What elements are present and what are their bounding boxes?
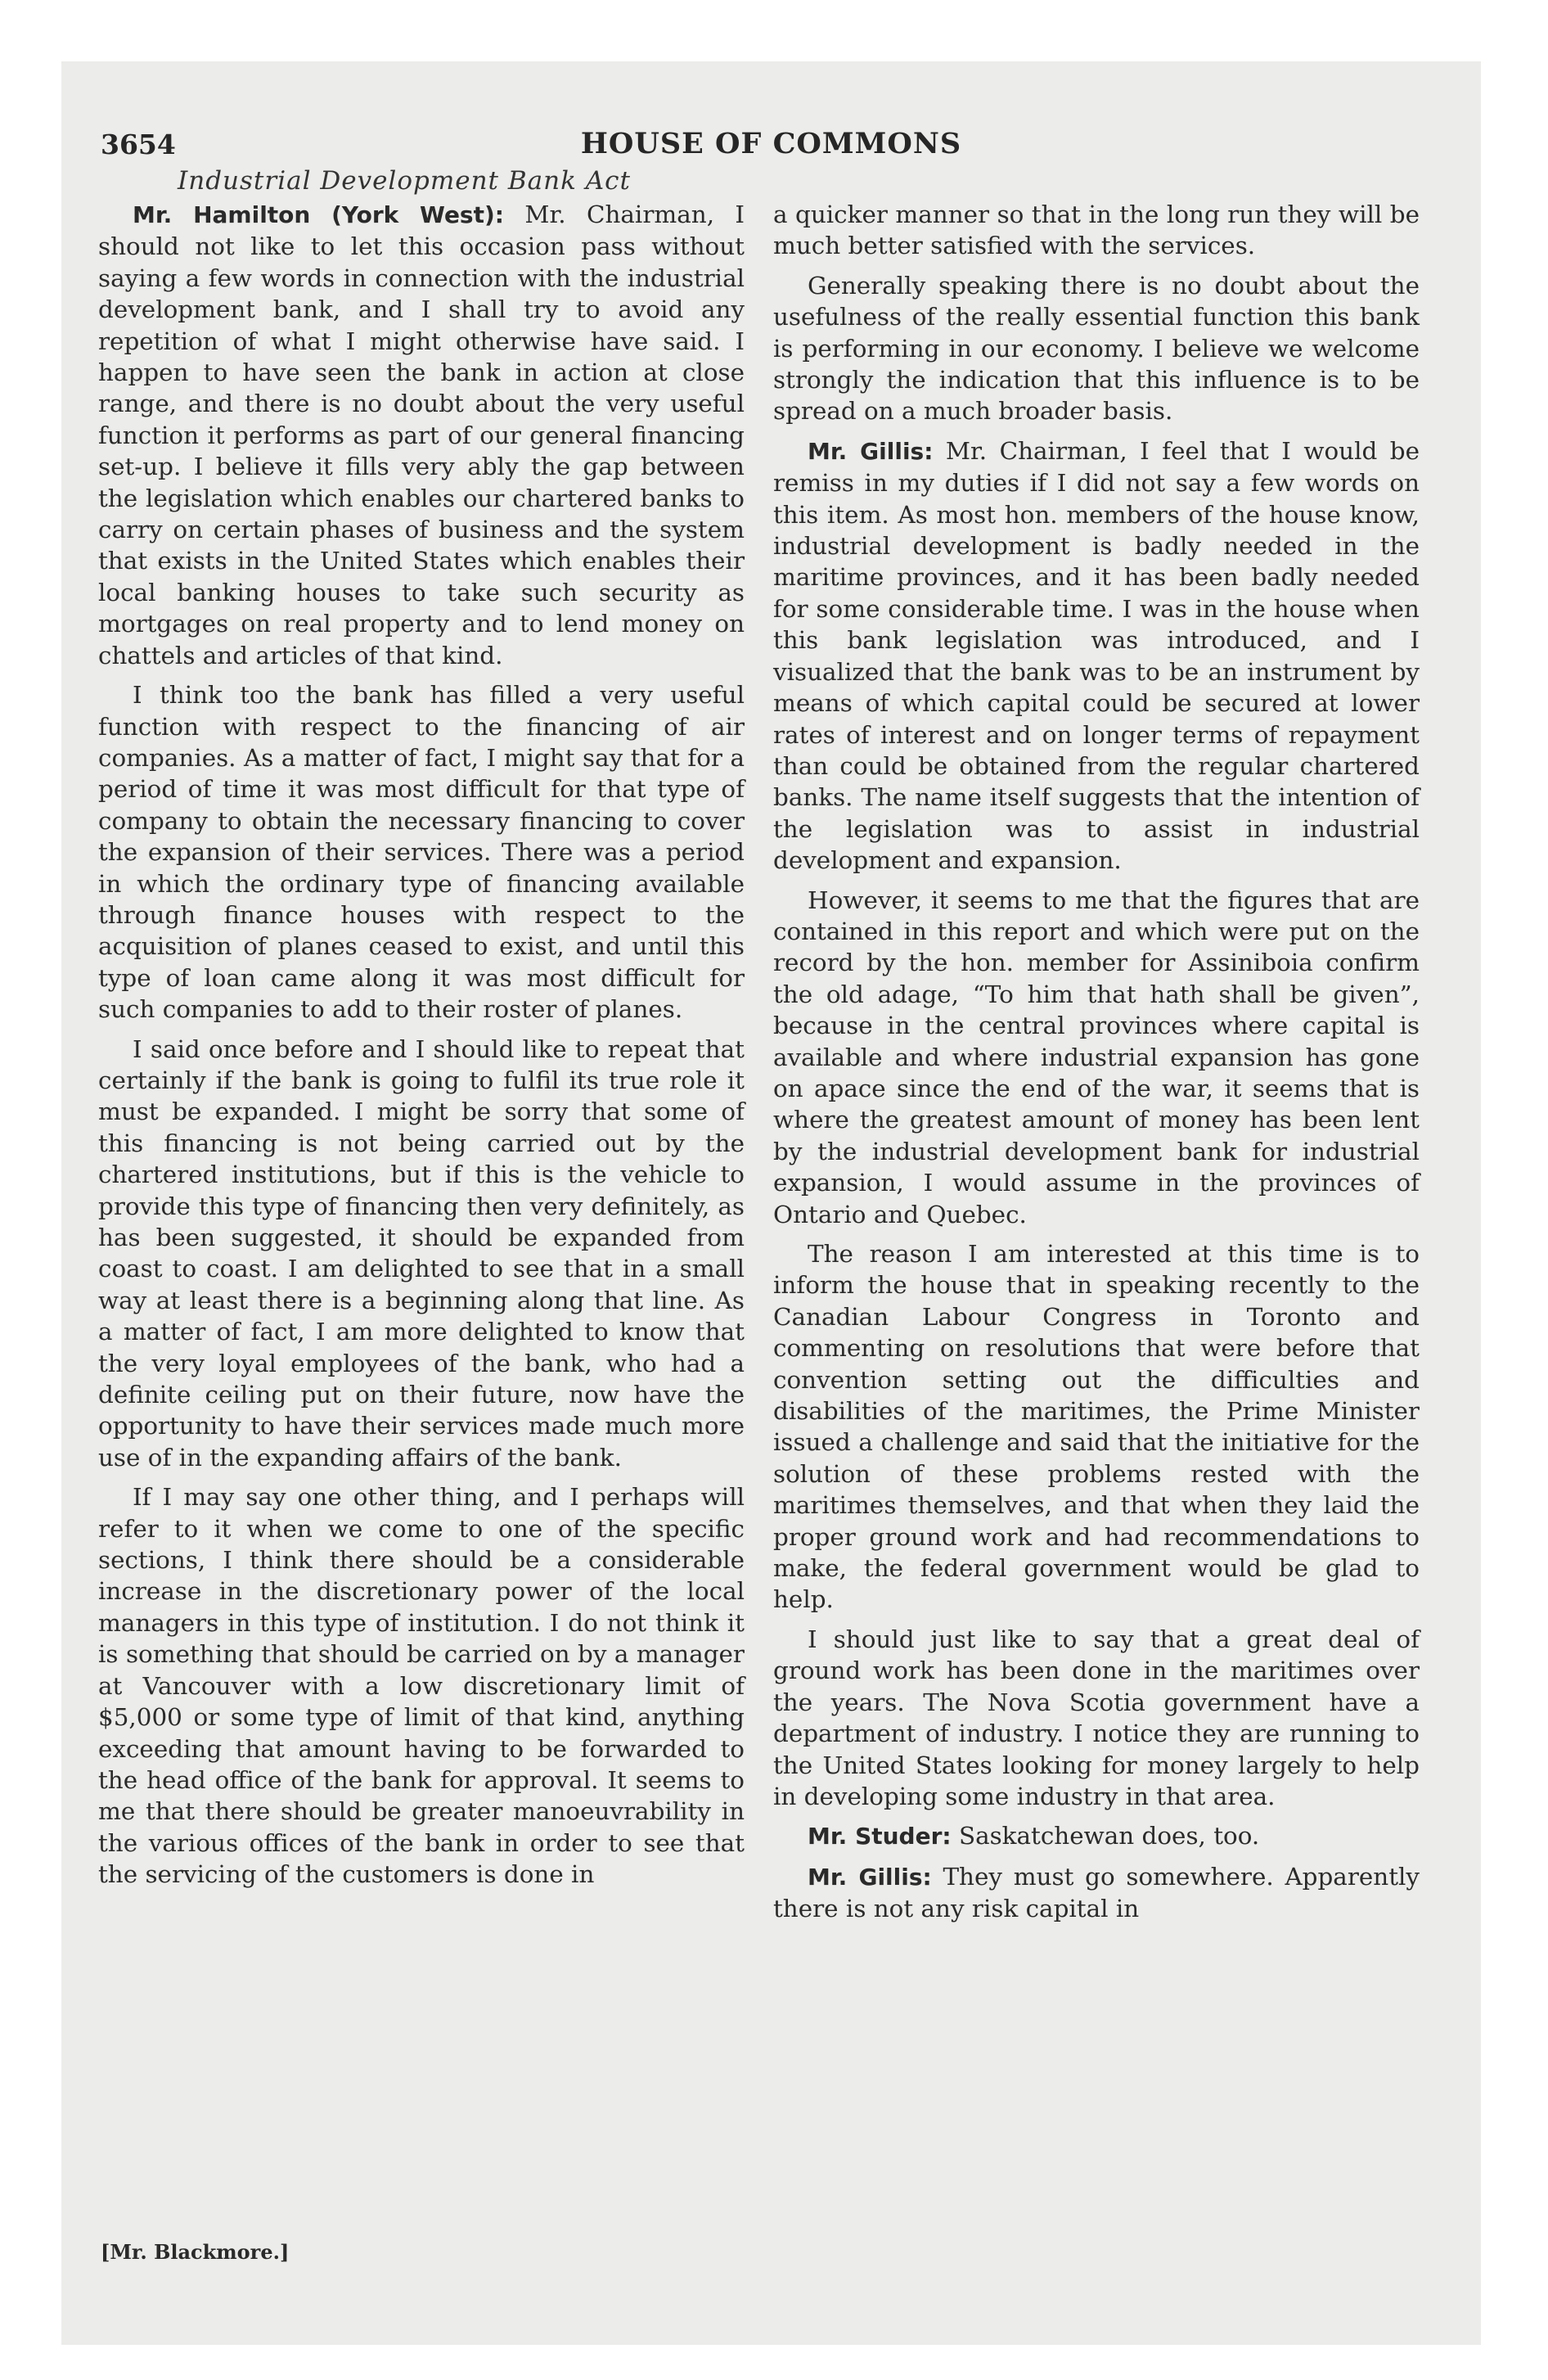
paragraph-text: Saskatchewan does, too. xyxy=(958,1822,1260,1850)
paragraph xyxy=(773,435,1420,877)
speaker-name: Mr. Studer: xyxy=(808,1823,952,1850)
paragraph xyxy=(98,679,745,1025)
paragraph-text: I think too the bank has filled a very useful function with respect to the financing of air companies. As a matter of fact, I might say that for a period of time it was most difficult for that type of company to obtain the necessary financing to cover the expansion of their services. There was a period in which the ordinary type of financing available through finance houses with respect to the acquisition of planes ceased to exist, and until this type of loan came along it was most difficult for such companies to add to their roster of planes. xyxy=(98,681,745,1024)
paragraph xyxy=(98,199,745,671)
paragraph-text: The reason I am interested at this time is to inform the house that in speaking recently to the Canadian Labour Congress in Toronto and commenting on resolutions that were before that convention setting out the difficulties and disabilities of the maritimes, the Prime Minister issued a challenge and said that the initiative for the solution of these problems rested with the maritimes themselves, and that when they laid the proper ground work and had recommendations to make, the federal government would be glad to help. xyxy=(773,1240,1420,1614)
speaker-name: Mr. Gillis: xyxy=(808,437,934,465)
document-page xyxy=(61,61,1481,2345)
paragraph xyxy=(98,1481,745,1890)
paragraph-text: Generally speaking there is no doubt about the usefulness of the really essential function this bank is performing in our economy. I believe we welcome strongly the indication that this influence is to be spread on a much broader basis. xyxy=(773,271,1420,426)
paragraph-text: Mr. Chairman, I feel that I would be remiss in my duties if I did not say a few words on this item. As most hon. members of the house know, industrial development is badly needed in the maritime provinces, and it has been badly needed for some considerable time. I was in the house when this bank legislation was introduced, and I visualized that the bank was to be an instrument by means of which capital could be secured at lower rates of interest and on longer terms of repayment than could be obtained from the regular chartered banks. The name itself suggests that the intention of the legislation was to assist in industrial development and expansion. xyxy=(773,436,1420,875)
section-title: Industrial Development Bank Act xyxy=(178,166,631,196)
paragraph-text: They must go somewhere. Apparently there is not any risk capital in xyxy=(773,1862,1420,1923)
speaker-name: Mr. Gillis: xyxy=(808,1863,932,1891)
paragraph xyxy=(773,199,1420,262)
paragraph-text: However, it seems to me that the figures that are contained in this report and which were put on the record by the hon. member for Assiniboia confirm the old adage, “To him that hath shall be given”, because in the central provinces where capital is available and where industrial expansion has gone on apace since the end of the war, it seems that is where the greatest amount of money has been lent by the industrial development bank for industrial expansion, I would assume in the provinces of Ontario and Quebec. xyxy=(773,886,1420,1228)
left-column xyxy=(98,199,745,1899)
running-head: HOUSE OF COMMONS xyxy=(580,127,962,160)
paragraph xyxy=(773,1624,1420,1812)
paragraph-text: Mr. Chairman, I should not like to let this occasion pass without saying a few words in connection with the industrial development bank, and I shall try to avoid any repetition of what I might otherwise have said. I happen to have seen the bank in action at close range, and there is no doubt about the very useful function it performs as part of our general financing set-up. I believe it fills very ably the gap between the legislation which enables our chartered banks to carry on certain phases of business and the system that exists in the United States which enables their local banking houses to take such security as mortgages on real property and to lend money on chattels and articles of that kind. xyxy=(98,201,745,669)
paragraph-text: If I may say one other thing, and I perhaps will refer to it when we come to one of the specific sections, I think there should be a considerable increase in the discretionary power of the local managers in this type of institution. I do not think it is something that should be carried on by a manager at Vancouver with a low discretionary limit of $5,000 or some type of limit of that kind, anything exceeding that amount having to be forwarded to the head office of the bank for approval. It seems to me that there should be greater manoeuvrability in the various offices of the bank in order to see that the servicing of the customers is done in xyxy=(98,1483,745,1889)
paragraph xyxy=(773,1861,1420,1925)
page-number: 3654 xyxy=(101,128,176,160)
paragraph-text: a quicker manner so that in the long run they will be much better satisfied with the services. xyxy=(773,201,1420,260)
paragraph xyxy=(773,885,1420,1230)
paragraph-text: I said once before and I should like to repeat that certainly if the bank is going to fulfil its true role it must be expanded. I might be sorry that some of this financing is not being carried out by the chartered institutions, but if this is the vehicle to provide this type of financing then very definitely, as has been suggested, it should be expanded from coast to coast. I am delighted to see that in a small way at least there is a beginning along that line. As a matter of fact, I am more delighted to know that the very loyal employees of the bank, who had a definite ceiling put on their future, now have the opportunity to have their services made much more use of in the expanding affairs of the bank. xyxy=(98,1034,745,1472)
paragraph xyxy=(773,1238,1420,1616)
paragraph xyxy=(98,1034,745,1474)
paragraph xyxy=(773,270,1420,427)
paragraph-text: I should just like to say that a great deal of ground work has been done in the maritimes over the years. The Nova Scotia government have a department of industry. I notice they are running to the United States looking for money largely to help in developing some industry in that area. xyxy=(773,1625,1420,1810)
speaker-name: Mr. Hamilton (York West): xyxy=(133,201,504,228)
right-column xyxy=(773,199,1420,1933)
paragraph xyxy=(773,1820,1420,1852)
speaker-attribution-footer: [Mr. Blackmore.] xyxy=(101,2240,290,2264)
